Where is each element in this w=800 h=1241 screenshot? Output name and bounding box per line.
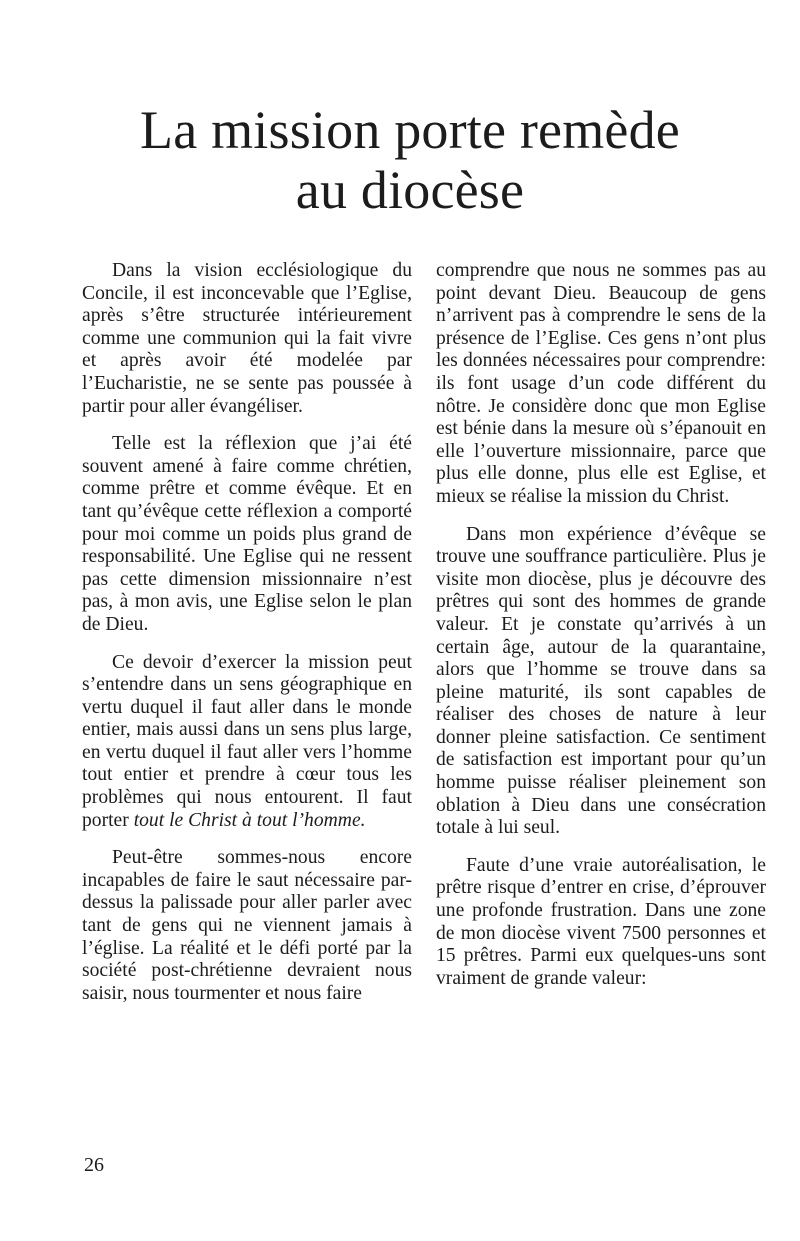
left-column — [82, 260, 412, 1020]
paragraph — [82, 652, 412, 833]
right-column — [436, 260, 766, 1005]
paragraph: Peut-être sommes-nous encore incapables de faire le saut nécessaire par-dessus la palissade pour aller parler avec tant de gens qui ne viennent jamais à l’église. La réalité et le défi porté par la société post-chrétienne devraient nous saisir, nous tourmenter et nous faire — [82, 847, 412, 1004]
page-number: 26 — [84, 1154, 104, 1176]
italic-quote: tout le Christ à tout l’homme. — [133, 809, 366, 831]
paragraph-continued: comprendre que nous ne sommes pas au point devant Dieu. Beaucoup de gens n’arrivent pas à comprendre le sens de la présence de l’Eglise. Ces gens n’ont plus les données nécessaires pour comprendre: ils font usage d’un code différent du nôtre. Je considère donc que mon Eglise est bénie dans la mesure où s’épanouit en elle l’ouverture missionnaire, parce que plus elle donne, plus elle est Eglise, et mieux se réalise la mission du Christ. — [436, 260, 766, 507]
paragraph: Dans mon expérience d’évêque se trouve une souffrance particulière. Plus je visite mon diocèse, plus je découvre des prêtres qui sont des hommes de grande valeur. Et je constate qu’arrivés à un certain âge, autour de la quarantaine, alors que l’homme se trouve dans sa pleine maturité, ils sont capables de réaliser des choses de nature à leur donner pleine satisfaction. Ce sentiment de satisfaction est important pour qu’un homme puisse réaliser pleinement son oblation à Dieu dans une consécration totale à lui seul. — [436, 523, 766, 839]
paragraph: Telle est la réflexion que j’ai été souvent amené à faire comme chrétien, comme prêtre et comme évêque. Et en tant qu’évêque cette réflexion a comporté pour moi comme un poids plus grand de responsabilité. Une Eglise qui ne ressent pas cette dimension missionnaire n’est pas, à mon avis, une Eglise selon le plan de Dieu. — [82, 433, 412, 635]
title-line-1: La mission porte remède — [140, 100, 680, 160]
title-line-2: au diocèse — [295, 160, 525, 220]
paragraph-text: Ce devoir d’exercer la mission peut s’entendre dans un sens géographique en vertu duquel il faut aller dans le monde entier, mais aussi dans un sens plus large, en vertu duquel il faut aller vers l’homme tout entier et prendre à cœur tous les problèmes qui nous entourent. Il faut porter — [82, 651, 412, 831]
paragraph: Dans la vision ecclésiologique du Concile, il est inconcevable que l’Eglise, après s’être structurée intérieurement comme une communion qui la fait vivre et après avoir été modelée par l’Eucharistie, ne se sente pas poussée à partir pour aller évangéliser. — [82, 260, 412, 417]
page-title — [110, 100, 710, 220]
paragraph: Faute d’une vraie autoréalisation, le prêtre risque d’entrer en crise, d’éprouver une profonde frustration. Dans une zone de mon diocèse vivent 7500 personnes et 15 prêtres. Parmi eux quelques-uns sont vraiment de grande valeur: — [436, 854, 766, 989]
